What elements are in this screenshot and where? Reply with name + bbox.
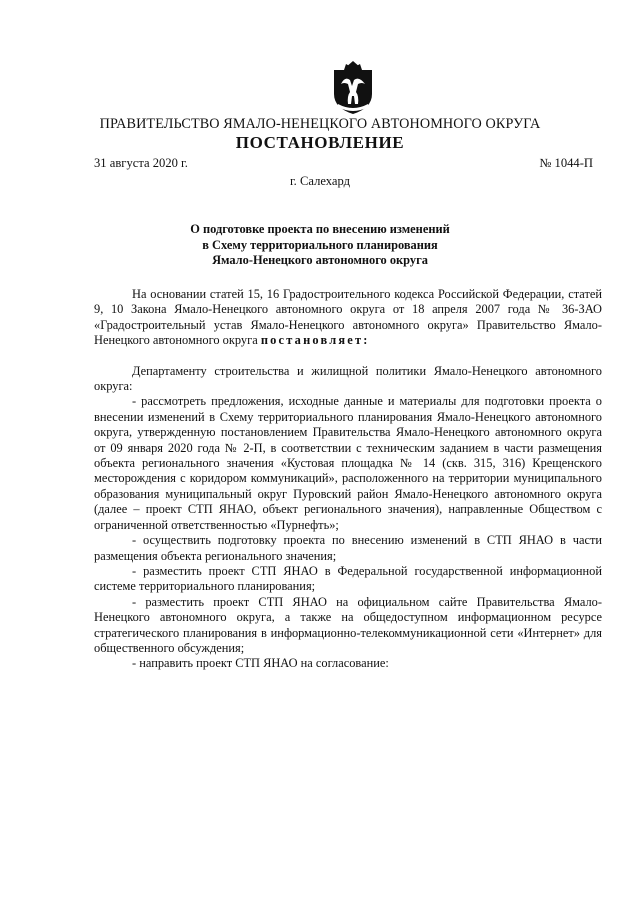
- preamble-text: На основании статей 15, 16 Градостроительного кодекса Российской Федерации, статей 9, 10 Закона Ямало-Ненецкого автономного округа от 18 апреля 2007 года № 36-ЗАО «Градостроительный устав Ямало-Ненецкого автономного округа» Правительство Ямало-Ненецкого автономного округа: [94, 287, 602, 348]
- order-item: - разместить проект СТП ЯНАО на официальном сайте Правительства Ямало-Ненецкого автономного округа, а также на общедоступном информационном ресурсе стратегического планирования в информационно-телекоммуникационной сети «Интернет» для общественного обсуждения;: [94, 594, 602, 655]
- government-name: ПРАВИТЕЛЬСТВО ЯМАЛО-НЕНЕЦКОГО АВТОНОМНОГО ОКРУГА: [99, 116, 541, 132]
- subject-line: О подготовке проекта по внесению изменений: [190, 222, 450, 236]
- order-intro: Департаменту строительства и жилищной политики Ямало-Ненецкого автономного округа:: [94, 363, 602, 394]
- order-item: - рассмотреть предложения, исходные данные и материалы для подготовки проекта о внесении изменений в Схему территориального планирования Ямало-Ненецкого автономного округа, утвержденную постановлением Правительства Ямало-Ненецкого автономного округа от 09 января 2020 года № 2-П, в соответствии с техническим заданием в части размещения объекта регионального значения «Кустовая площадка № 14 (скв. 315, 316) Крещенского месторождения с коридором коммуникаций», расположенного на территории муниципального образования муниципальный округ Пуровский район Ямало-Ненецкого автономного округа (далее – проект СТП ЯНАО, объект регионального значения), направленные Обществом с ограниченной ответственностью «Пурнефть»;: [94, 394, 602, 532]
- order-item: - осуществить подготовку проекта по внесению изменений в СТП ЯНАО в части размещения объекта регионального значения;: [94, 533, 602, 563]
- subject-line: Ямало-Ненецкого автономного округа: [212, 253, 428, 267]
- preamble-paragraph: [94, 287, 602, 349]
- order-item: - направить проект СТП ЯНАО на согласование:: [132, 656, 389, 671]
- document-date: 31 августа 2020 г.: [94, 156, 188, 170]
- order-item: - разместить проект СТП ЯНАО в Федеральной государственной информационной системе территориального планирования;: [94, 563, 602, 594]
- document-number: № 1044-П: [539, 156, 593, 170]
- document-type: ПОСТАНОВЛЕНИЕ: [235, 133, 405, 152]
- document-body: [94, 287, 602, 672]
- yamal-coat-of-arms-icon: [328, 60, 378, 116]
- document-subject: [100, 222, 540, 269]
- document-city: г. Салехард: [289, 174, 351, 188]
- resolves-word: постановляет:: [260, 333, 370, 348]
- subject-line: в Схему территориального планирования: [202, 237, 438, 252]
